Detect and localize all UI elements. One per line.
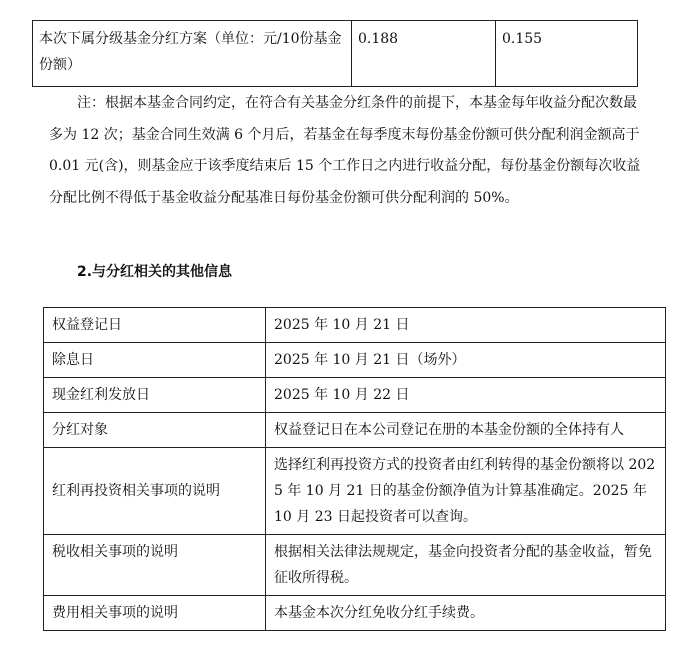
row-label: 除息日	[44, 343, 266, 378]
table-row	[44, 308, 666, 343]
table-row	[33, 21, 638, 87]
row-value: 权益登记日在本公司登记在册的本基金份额的全体持有人	[266, 413, 666, 448]
row-value: 2025 年 10 月 21 日	[266, 308, 666, 343]
dividend-value-a: 0.188	[352, 21, 496, 87]
table-row	[44, 378, 666, 413]
section-title: 2.与分红相关的其他信息	[77, 264, 233, 280]
row-label: 税收相关事项的说明	[44, 535, 266, 596]
row-value: 2025 年 10 月 21 日（场外）	[266, 343, 666, 378]
row-label: 现金红利发放日	[44, 378, 266, 413]
dividend-info-table	[43, 307, 666, 631]
table-row	[44, 535, 666, 596]
row-label: 权益登记日	[44, 308, 266, 343]
row-value: 本基金本次分红免收分红手续费。	[266, 596, 666, 631]
dividend-plan-label: 本次下属分级基金分红方案（单位：元/10份基金份额）	[33, 21, 352, 87]
dividend-plan-table	[32, 20, 638, 87]
row-label: 费用相关事项的说明	[44, 596, 266, 631]
table-row	[44, 596, 666, 631]
table-row	[44, 413, 666, 448]
row-value: 选择红利再投资方式的投资者由红利转得的基金份额将以 2025 年 10 月 21 日的基金份额净值为计算基准确定。2025 年 10 月 23 日起投资者可以查询。	[266, 448, 666, 535]
row-label: 分红对象	[44, 413, 266, 448]
distribution-note: 注：根据本基金合同约定，在符合有关基金分红条件的前提下，本基金每年收益分配次数最多为 12 次；基金合同生效满 6 个月后，若基金在每季度末每份基金份额可供分配利润金额高于 0.01 元(含)，则基金应于该季度结束后 15 个工作日之内进行收益分配，每份基金份额每次收益分配比例不得低于基金收益分配基准日每份基金份额可供分配利润的 50%。	[49, 95, 641, 206]
table-row	[44, 343, 666, 378]
row-label: 红利再投资相关事项的说明	[44, 448, 266, 535]
table-row	[44, 448, 666, 535]
row-value: 根据相关法律法规规定，基金向投资者分配的基金收益，暂免征收所得税。	[266, 535, 666, 596]
row-value: 2025 年 10 月 22 日	[266, 378, 666, 413]
dividend-value-b: 0.155	[496, 21, 638, 87]
